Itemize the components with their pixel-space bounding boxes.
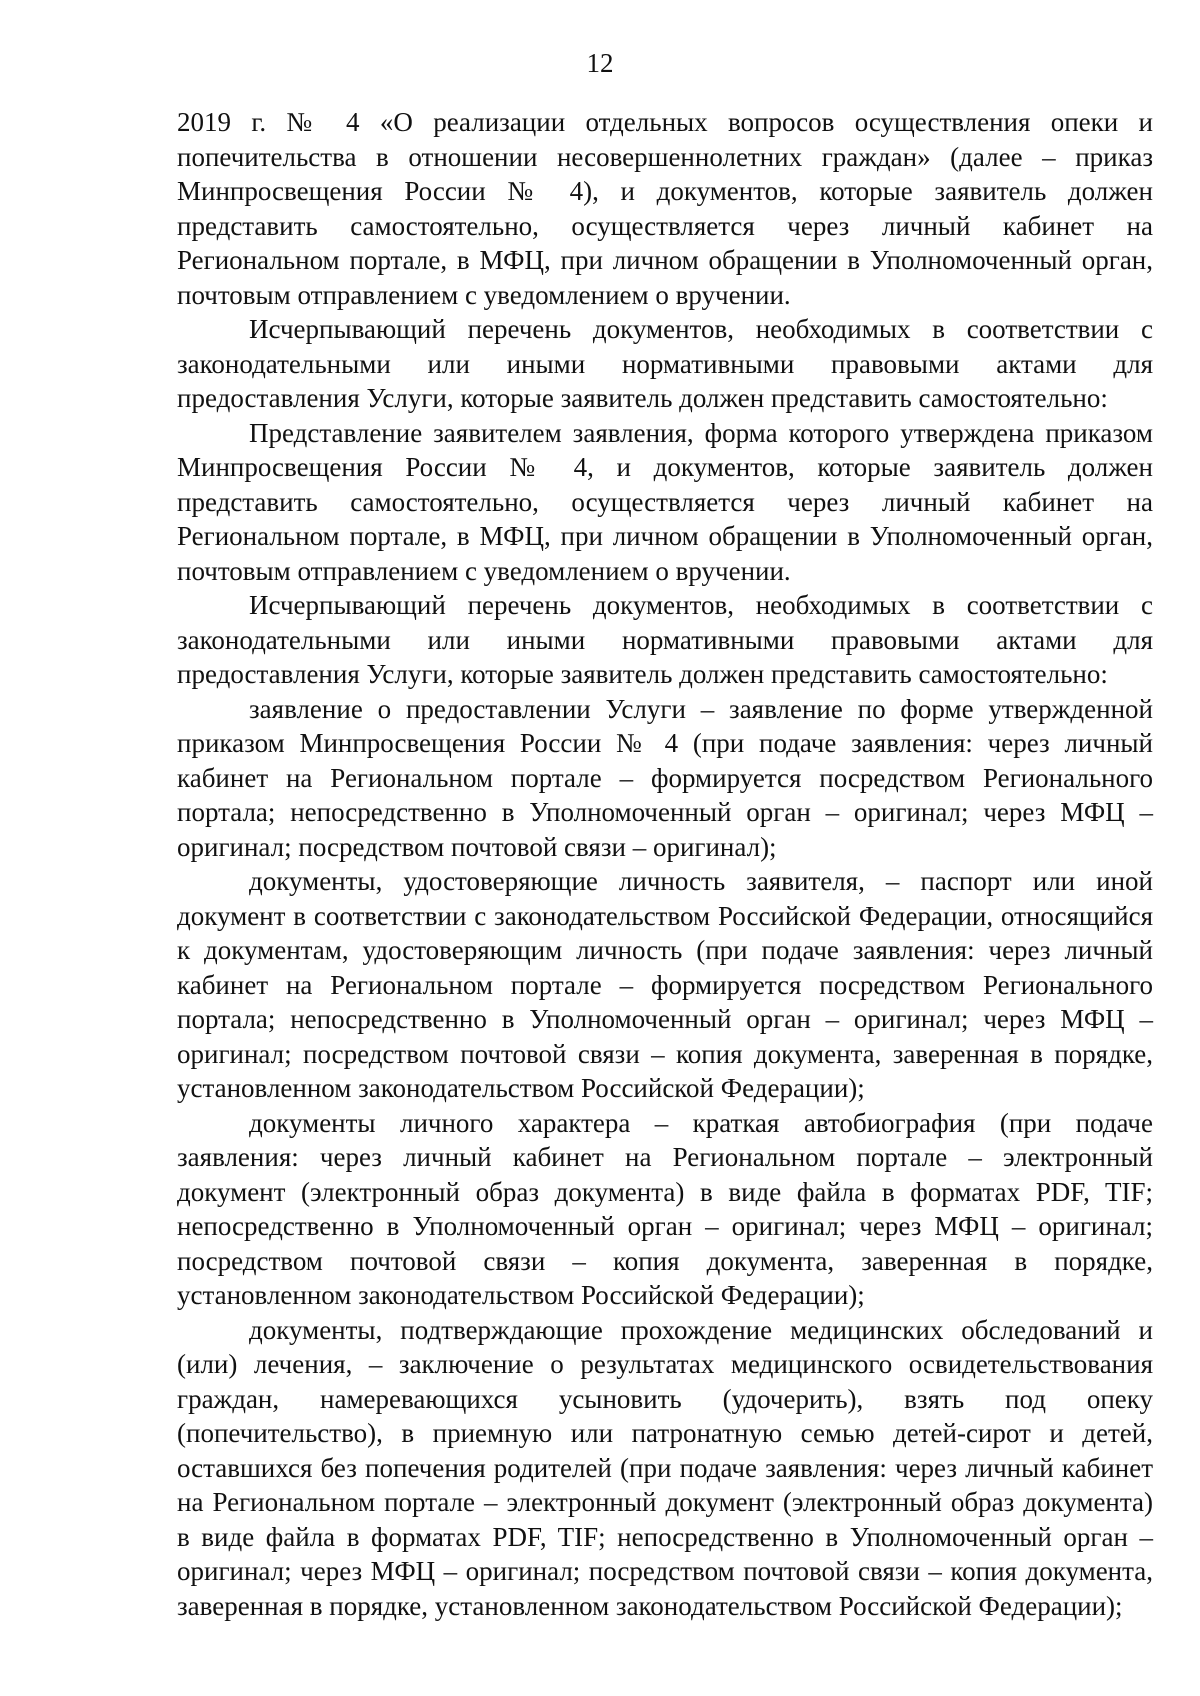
document-body <box>177 105 1153 1623</box>
paragraph-documents-list-intro: Исчерпывающий перечень документов, необходимых в соответствии с законодательными или иными нормативными правовыми актами для предоставления Услуги, которые заявитель должен представить самостоятельно: <box>177 314 1153 413</box>
paragraph-medical-documents: документы, подтверждающие прохождение медицинских обследований и (или) лечения, – заключение о результатах медицинского освидетельствования граждан, намеревающихся усыновить (удочерить), взять под опеку (попечительство), в приемную или патронатную семью детей-сирот и детей, оставшихся без попечения родителей (при подаче заявления: через личный кабинет на Региональном портале – электронный документ (электронный образ документа) в виде файла в форматах PDF, TIF; непосредственно в Уполномоченный орган – оригинал; через МФЦ – оригинал; посредством почтовой связи – копия документа, заверенная в порядке, установленном законодательством Российской Федерации); <box>177 1314 1153 1621</box>
paragraph-application: заявление о предоставлении Услуги – заявление по форме утвержденной приказом Минпросвещения России № 4 (при подаче заявления: через личный кабинет на Региональном портале – формируется посредством Регионального портала; непосредственно в Уполномоченный орган – оригинал; через МФЦ – оригинал; посредством почтовой связи – оригинал); <box>177 693 1153 862</box>
page-number: 12 <box>586 48 614 78</box>
paragraph-identity-documents: документы, удостоверяющие личность заявителя, – паспорт или иной документ в соответствии с законодательством Российской Федерации, относящийся к документам, удостоверяющим личность (при подаче заявления: через личный кабинет на Региональном портале – формируется посредством Регионального портала; непосредственно в Уполномоченный орган – оригинал; через МФЦ – оригинал; посредством почтовой связи – копия документа, заверенная в порядке, установленном законодательством Российской Федерации); <box>177 866 1153 1103</box>
paragraph-continuation: 2019 г. № 4 «О реализации отдельных вопросов осуществления опеки и попечительства в отношении несовершеннолетних граждан» (далее – приказ Минпросвещения России № 4), и документов, которые заявитель должен представить самостоятельно, осуществляется через личный кабинет на Региональном портале, в МФЦ, при личном обращении в Уполномоченный орган, почтовым отправлением с уведомлением о вручении. <box>177 107 1153 310</box>
paragraph-submission-method: Представление заявителем заявления, форма которого утверждена приказом Минпросвещения России № 4, и документов, которые заявитель должен представить самостоятельно, осуществляется через личный кабинет на Региональном портале, в МФЦ, при личном обращении в Уполномоченный орган, почтовым отправлением с уведомлением о вручении. <box>177 417 1153 586</box>
paragraph-documents-list-intro-repeat: Исчерпывающий перечень документов, необходимых в соответствии с законодательными или иными нормативными правовыми актами для предоставления Услуги, которые заявитель должен представить самостоятельно: <box>177 590 1153 689</box>
paragraph-personal-documents: документы личного характера – краткая автобиография (при подаче заявления: через личный кабинет на Региональном портале – электронный документ (электронный образ документа) в виде файла в форматах PDF, TIF; непосредственно в Уполномоченный орган – оригинал; через МФЦ – оригинал; посредством почтовой связи – копия документа, заверенная в порядке, установленном законодательством Российской Федерации); <box>177 1107 1153 1310</box>
